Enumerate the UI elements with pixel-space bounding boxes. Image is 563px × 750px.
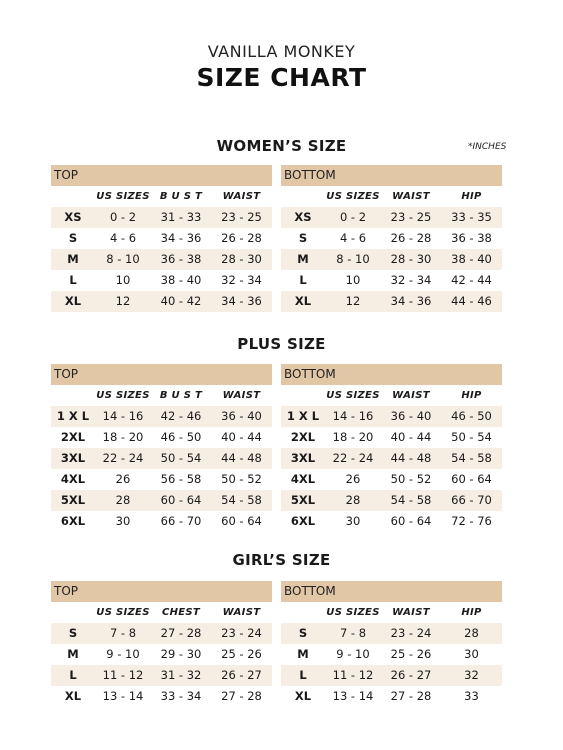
size-label: 5XL (290, 493, 316, 507)
table-row (281, 623, 502, 644)
size-label: XS (294, 210, 312, 224)
column-header: WAIST (392, 607, 430, 618)
table-cell: 30 (464, 647, 479, 661)
size-label: 3XL (290, 451, 316, 465)
table-cell: 23 - 24 (390, 626, 432, 640)
column-header-row (281, 602, 502, 623)
table-cell: 36 - 38 (160, 252, 202, 266)
table-cell: 50 - 52 (390, 472, 432, 486)
table-row (51, 249, 272, 270)
column-header: HIP (461, 607, 482, 618)
table-cell: 72 - 76 (451, 514, 492, 528)
column-header: US SIZES (96, 191, 150, 202)
table-cell: 30 (115, 514, 131, 528)
table-cell: 50 - 54 (451, 430, 492, 444)
column-header: CHEST (161, 607, 201, 618)
column-header: US SIZES (96, 390, 150, 401)
table-cell: 50 - 52 (221, 472, 262, 486)
size-label: M (67, 252, 79, 266)
table-row (281, 686, 502, 707)
table-cell: 18 - 20 (332, 430, 374, 444)
table-cell: 38 - 40 (160, 273, 202, 287)
table-cell: 7 - 8 (109, 626, 137, 640)
table-row (51, 448, 272, 469)
table-row (51, 291, 272, 312)
size-label: S (68, 231, 78, 245)
bottom-size-table (281, 581, 502, 707)
table-cell: 14 - 16 (332, 409, 374, 423)
size-label: 1 X L (56, 409, 90, 423)
section-title: WOMEN’S SIZE (216, 137, 347, 155)
table-header-label: TOP (51, 165, 272, 186)
table-cell: 0 - 2 (109, 210, 137, 224)
table-cell: 44 - 48 (390, 451, 432, 465)
size-label: 3XL (60, 451, 86, 465)
size-label: XL (64, 294, 82, 308)
table-cell: 66 - 70 (160, 514, 202, 528)
column-header-row (51, 385, 272, 406)
table-cell: 28 - 30 (390, 252, 432, 266)
column-header (281, 385, 325, 406)
table-cell: 10 (115, 273, 131, 287)
table-cell: 28 (464, 626, 479, 640)
page-title: SIZE CHART (196, 63, 367, 92)
table-row (51, 623, 272, 644)
units-note: *INCHES (468, 142, 507, 152)
table-cell: 54 - 58 (390, 493, 432, 507)
column-header: WAIST (392, 390, 430, 401)
table-row (51, 490, 272, 511)
table-header-label: BOTTOM (281, 165, 502, 186)
top-size-table (51, 364, 272, 532)
table-cell: 28 - 30 (221, 252, 262, 266)
size-label: L (69, 668, 77, 682)
table-header-label: TOP (51, 581, 272, 602)
table-cell: 40 - 44 (221, 430, 262, 444)
table-cell: 36 - 40 (390, 409, 432, 423)
table-cell: 33 - 34 (160, 689, 202, 703)
table-cell: 14 - 16 (102, 409, 144, 423)
table-cell: 60 - 64 (160, 493, 202, 507)
brand-name: VANILLA MONKEY (207, 42, 356, 61)
table-cell: 23 - 24 (221, 626, 262, 640)
table-cell: 66 - 70 (451, 493, 492, 507)
column-header: HIP (461, 191, 482, 202)
table-cell: 27 - 28 (221, 689, 262, 703)
table-row (51, 665, 272, 686)
bottom-size-table (281, 364, 502, 532)
table-cell: 34 - 36 (221, 294, 262, 308)
size-label: 1 X L (286, 409, 320, 423)
table-cell: 30 (345, 514, 361, 528)
table-cell: 27 - 28 (160, 626, 202, 640)
table-cell: 34 - 36 (160, 231, 202, 245)
table-cell: 54 - 58 (451, 451, 492, 465)
table-cell: 25 - 26 (390, 647, 432, 661)
table-cell: 13 - 14 (102, 689, 144, 703)
column-header (51, 602, 95, 623)
table-row (281, 665, 502, 686)
table-row (51, 270, 272, 291)
table-row (51, 228, 272, 249)
table-cell: 31 - 32 (160, 668, 202, 682)
table-cell: 11 - 12 (102, 668, 144, 682)
table-cell: 29 - 30 (160, 647, 202, 661)
table-row (281, 448, 502, 469)
table-cell: 36 - 40 (221, 409, 262, 423)
size-label: S (298, 626, 308, 640)
column-header: WAIST (222, 191, 261, 202)
size-label: S (68, 626, 78, 640)
column-header: US SIZES (326, 191, 380, 202)
table-cell: 22 - 24 (102, 451, 144, 465)
size-label: 2XL (290, 430, 316, 444)
top-size-table (51, 165, 272, 312)
column-header: HIP (461, 390, 482, 401)
table-cell: 32 - 34 (390, 273, 432, 287)
table-cell: 31 - 33 (160, 210, 202, 224)
table-row (51, 644, 272, 665)
table-cell: 26 - 28 (390, 231, 432, 245)
column-header: US SIZES (96, 607, 150, 618)
table-cell: 42 - 46 (160, 409, 202, 423)
size-label: 5XL (60, 493, 86, 507)
table-cell: 9 - 10 (336, 647, 370, 661)
table-cell: 34 - 36 (390, 294, 432, 308)
table-cell: 4 - 6 (109, 231, 137, 245)
size-label: 4XL (60, 472, 86, 486)
size-label: 6XL (60, 514, 86, 528)
table-row (281, 469, 502, 490)
table-cell: 32 (464, 668, 479, 682)
table-cell: 25 - 26 (221, 647, 262, 661)
table-cell: 40 - 42 (160, 294, 202, 308)
table-cell: 46 - 50 (451, 409, 492, 423)
table-row (281, 249, 502, 270)
table-row (281, 291, 502, 312)
table-cell: 27 - 28 (390, 689, 432, 703)
column-header-row (51, 602, 272, 623)
table-cell: 26 (345, 472, 361, 486)
table-cell: 33 - 35 (451, 210, 492, 224)
size-label: 4XL (290, 472, 316, 486)
table-cell: 38 - 40 (451, 252, 492, 266)
size-label: XL (294, 294, 312, 308)
table-row (281, 270, 502, 291)
table-cell: 44 - 48 (221, 451, 262, 465)
size-label: 6XL (290, 514, 316, 528)
table-cell: 7 - 8 (339, 626, 367, 640)
table-cell: 42 - 44 (451, 273, 492, 287)
table-row (281, 511, 502, 532)
table-cell: 36 - 38 (451, 231, 492, 245)
table-row (51, 511, 272, 532)
table-row (281, 228, 502, 249)
table-cell: 44 - 46 (451, 294, 492, 308)
column-header: WAIST (222, 390, 261, 401)
size-label: L (299, 668, 307, 682)
column-header (281, 186, 325, 207)
table-cell: 26 (115, 472, 131, 486)
table-cell: 32 - 34 (221, 273, 262, 287)
column-header: B U S T (159, 191, 203, 202)
table-cell: 60 - 64 (221, 514, 262, 528)
column-header: B U S T (159, 390, 203, 401)
table-cell: 10 (345, 273, 361, 287)
table-cell: 23 - 25 (390, 210, 432, 224)
section-title: GIRL’S SIZE (232, 551, 331, 569)
bottom-size-table (281, 165, 502, 312)
size-label: L (299, 273, 307, 287)
table-cell: 12 (115, 294, 131, 308)
size-label: L (69, 273, 77, 287)
table-row (51, 427, 272, 448)
table-cell: 54 - 58 (221, 493, 262, 507)
table-cell: 60 - 64 (451, 472, 492, 486)
table-cell: 26 - 28 (221, 231, 262, 245)
column-header (281, 602, 325, 623)
section-title: PLUS SIZE (237, 335, 326, 353)
size-label: M (67, 647, 79, 661)
column-header: WAIST (392, 191, 430, 202)
column-header: US SIZES (326, 390, 380, 401)
size-label: M (297, 252, 309, 266)
table-row (281, 207, 502, 228)
table-header-label: BOTTOM (281, 581, 502, 602)
table-row (51, 686, 272, 707)
table-cell: 18 - 20 (102, 430, 144, 444)
size-label: XL (64, 689, 82, 703)
table-cell: 12 (345, 294, 361, 308)
table-cell: 9 - 10 (106, 647, 140, 661)
table-cell: 50 - 54 (160, 451, 202, 465)
column-header-row (281, 186, 502, 207)
table-cell: 26 - 27 (221, 668, 262, 682)
top-size-table (51, 581, 272, 707)
column-header (51, 186, 95, 207)
column-header: WAIST (222, 607, 261, 618)
table-cell: 46 - 50 (160, 430, 202, 444)
column-header: US SIZES (326, 607, 380, 618)
table-cell: 40 - 44 (390, 430, 432, 444)
table-cell: 4 - 6 (339, 231, 367, 245)
table-cell: 8 - 10 (336, 252, 370, 266)
table-row (281, 490, 502, 511)
table-cell: 11 - 12 (332, 668, 374, 682)
column-header (51, 385, 95, 406)
table-header-label: BOTTOM (281, 364, 502, 385)
size-label: XL (294, 689, 312, 703)
table-cell: 33 (464, 689, 479, 703)
table-cell: 22 - 24 (332, 451, 374, 465)
table-cell: 26 - 27 (390, 668, 432, 682)
table-header-label: TOP (51, 364, 272, 385)
table-row (51, 406, 272, 427)
table-cell: 28 (115, 493, 131, 507)
table-row (281, 427, 502, 448)
size-label: XS (64, 210, 82, 224)
size-label: 2XL (60, 430, 86, 444)
column-header-row (51, 186, 272, 207)
table-row (281, 644, 502, 665)
table-cell: 23 - 25 (221, 210, 262, 224)
table-cell: 8 - 10 (106, 252, 140, 266)
table-cell: 0 - 2 (339, 210, 367, 224)
table-cell: 13 - 14 (332, 689, 374, 703)
table-row (51, 469, 272, 490)
table-row (51, 207, 272, 228)
table-row (281, 406, 502, 427)
table-cell: 56 - 58 (160, 472, 202, 486)
size-label: M (297, 647, 309, 661)
column-header-row (281, 385, 502, 406)
table-cell: 28 (345, 493, 361, 507)
table-cell: 60 - 64 (390, 514, 432, 528)
size-label: S (298, 231, 308, 245)
